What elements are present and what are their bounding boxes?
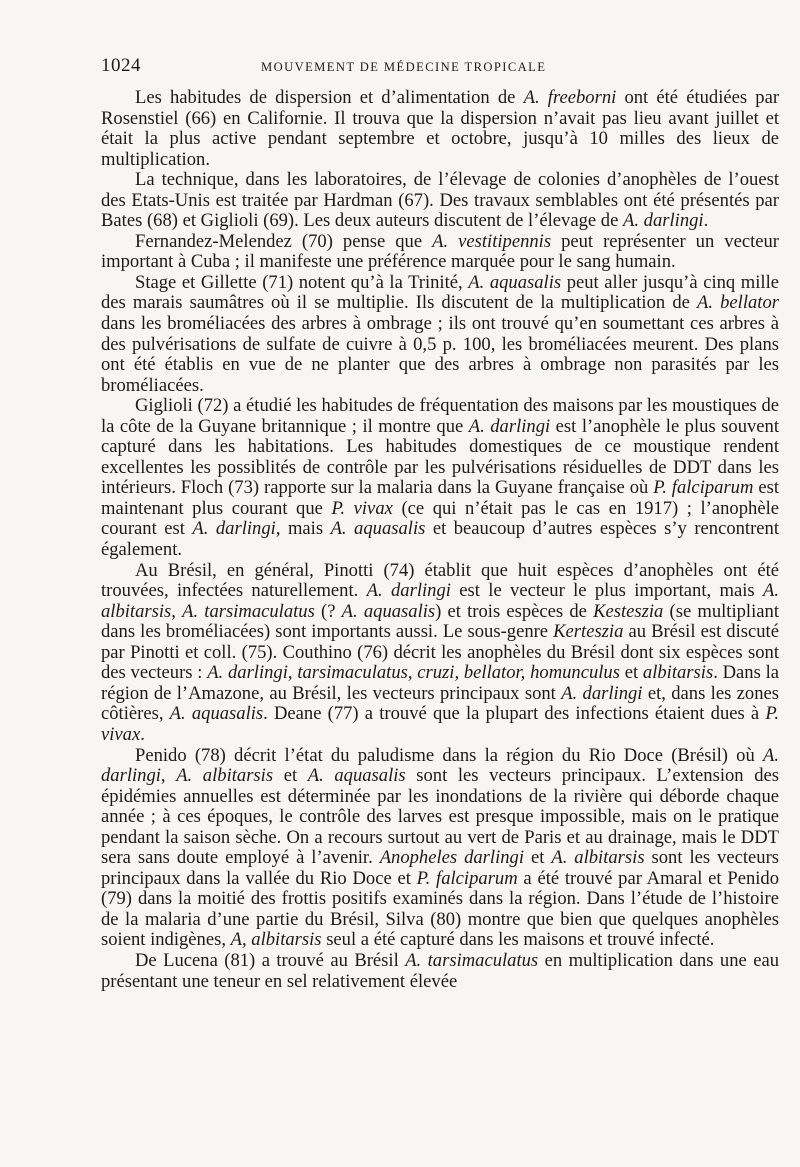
text-run: est maintenant plus courant que [101, 477, 780, 519]
text-run: ) et trois espèces de [435, 600, 594, 622]
italic-text-run: A. bellator [696, 292, 779, 314]
paragraph [101, 88, 779, 170]
paragraph [101, 396, 779, 560]
text-run: Fernandez-Melendez (70) pense que [135, 230, 433, 252]
paragraph [101, 232, 779, 273]
text-run: La technique, dans les laboratoires, de l’élevage de colonies d’anophèles de l’ouest des Etats-Unis est traitée par Hardman (67). Des travaux semblables ont été présentés par Bates (68) et Giglioli (69). Les deux auteurs discutent de l’élevage de [101, 169, 779, 232]
text-run: sont les vecteurs principaux. L’extension des épidémies annuelles est déterminée par les inondations de la rivière qui déborde chaque année ; à ces époques, le contrôle des larves est presque impossible, mais on le pratique pendant la saison sèche. On a recours surtout au vert de Paris et au drainage, mais le DDT sera sans doute employé à l’avenir. [101, 765, 779, 869]
text-run: . [140, 723, 145, 745]
italic-text-run: A. aquasalis [169, 703, 264, 725]
paragraph [101, 951, 779, 992]
text-run: Les habitudes de dispersion et d’alimentation de [135, 87, 524, 108]
italic-text-run: A. darlingi [468, 415, 551, 437]
page-header [101, 55, 779, 87]
text-run: , mais [275, 518, 331, 540]
text-run: Stage et Gillette (71) notent qu’à la Trinité, [135, 271, 469, 293]
italic-text-run: A. albitarsis [176, 765, 274, 787]
text-run: et beaucoup d’autres espèces s’y rencontrent également. [101, 518, 779, 561]
text-run: dans les broméliacées des arbres à ombrage ; ils ont trouvé qu’en soumettant ces arbres à des pulvérisations de sulfate de cuivre à 0,5 p. 100, les broméliacées meurent. Des plans ont été établis en vue de ne planter que des arbres à ombrage non parasités par les broméliacées. [101, 313, 779, 396]
text-run: seul a été capturé dans les maisons et trouvé infecté. [321, 929, 715, 951]
text-run: De Lucena (81) a trouvé au Brésil [135, 949, 406, 971]
italic-text-run: A. freeborni [523, 87, 617, 108]
text-run: Giglioli (72) a étudié les habitudes de fréquentation des maisons par les moustiques de la côte de la Guyane britannique ; il montre que [101, 395, 779, 437]
text-run: Penido (78) décrit l’état du paludisme dans la région du Rio Doce (Brésil) où [135, 744, 763, 766]
text-run: (? [314, 600, 342, 622]
italic-text-run: P. vivax [331, 497, 393, 519]
italic-text-run: A. darlingi [623, 210, 704, 232]
text-run: et, dans les zones côtières, [101, 682, 780, 725]
italic-text-run: Kerteszia [553, 621, 624, 643]
text-run: et [524, 847, 552, 869]
text-run: et [273, 765, 308, 787]
italic-text-run: P. falciparum [653, 477, 754, 499]
text-run: en multiplication dans une eau présentant une teneur en sel relativement élevée [101, 949, 779, 992]
paragraph [101, 170, 779, 232]
body-text [101, 88, 779, 992]
text-run: est le vecteur le plus important, mais [450, 580, 763, 602]
text-run: au Brésil est discuté par Pinotti et coll. (75). Couthino (76) décrit les anophèles du Brésil dont six espèces sont des vecteurs : [101, 621, 779, 684]
paragraph [101, 273, 779, 396]
italic-text-run: A. darlingi [366, 580, 451, 602]
italic-text-run: Kesteszia [593, 600, 664, 622]
italic-text-run: albitarsis [642, 662, 714, 684]
text-run: et [619, 662, 643, 684]
italic-text-run: A. tarsimaculatus [182, 600, 315, 622]
text-run: (ce qui n’était pas le cas en 1917) ; l’anophèle courant est [101, 497, 779, 540]
text-run: peut représenter un vecteur important à Cuba ; il manifeste une préférence marquée pour le sang humain. [101, 230, 779, 273]
italic-text-run: A. albitarsis [101, 580, 779, 622]
italic-text-run: A. darlingi, tarsimaculatus, cruzi, bellator, homunculus [207, 662, 620, 684]
text-run: . Deane (77) a trouvé que la plupart des infections étaient dues à [263, 703, 766, 725]
italic-text-run: A. tarsimaculatus [405, 949, 539, 971]
text-run: peut aller jusqu’à cinq mille des marais saumâtres où il se multiplie. Ils discutent de la multiplication de [101, 271, 779, 314]
text-run: sont les vecteurs principaux dans la vallée du Rio Doce et [101, 847, 780, 889]
text-run: , [160, 765, 177, 787]
text-run: . Dans la région de l’Amazone, au Brésil, les vecteurs principaux sont [101, 662, 780, 704]
italic-text-run: A. aquasalis [330, 518, 426, 540]
paragraph [101, 746, 779, 951]
paragraph [101, 561, 779, 746]
italic-text-run: A, albitarsis [230, 929, 322, 951]
italic-text-run: A. aquasalis [341, 600, 436, 622]
italic-text-run: A. vestitipennis [432, 230, 552, 252]
text-run: Au Brésil, en général, Pinotti (74) établit que huit espèces d’anophèles ont été trouvées, infectées naturellement. [101, 559, 779, 602]
italic-text-run: P. falciparum [416, 867, 518, 889]
italic-text-run: A. albitarsis [551, 847, 645, 869]
italic-text-run: P. vivax [101, 703, 779, 745]
text-run: . [703, 210, 709, 232]
text-run: , [171, 600, 183, 622]
text-run: (se multipliant dans les broméliacées) sont importants aussi. Le sous-genre [101, 600, 779, 643]
text-run: est l’anophèle le plus souvent capturé dans les habitations. Les habitudes domestiques de ce moustique rendent excellentes les possiblités de contrôle par les pulvérisations résiduelles de DDT dans les intérieurs. Floch (73) rapporte sur la malaria dans la Guyane française où [101, 415, 780, 499]
italic-text-run: A. aquasalis [468, 271, 562, 293]
italic-text-run: A. darlingi [561, 682, 643, 704]
page-number: 1024 [101, 55, 141, 76]
text-run: a été trouvé par Amaral et Penido (79) dans la moitié des frottis positifs examinés dans la région. Dans l’étude de l’histoire de la malaria d’une partie du Brésil, Silva (80) montre que bien que quelques anophèles soient indigènes, [101, 867, 779, 951]
text-run: ont été étudiées par Rosenstiel (66) en Californie. Il trouva que la dispersion n’avait pas lieu avant juillet et était la plus active pendant septembre et octobre, jusqu’à 10 milles des lieux de multiplication. [101, 87, 780, 170]
italic-text-run: A. darlingi [192, 518, 276, 540]
italic-text-run: A. aquasalis [307, 765, 406, 787]
italic-text-run: A. darlingi [101, 744, 779, 787]
italic-text-run: Anopheles darlingi [379, 847, 525, 869]
running-title: MOUVEMENT DE MÉDECINE TROPICALE [261, 60, 547, 74]
